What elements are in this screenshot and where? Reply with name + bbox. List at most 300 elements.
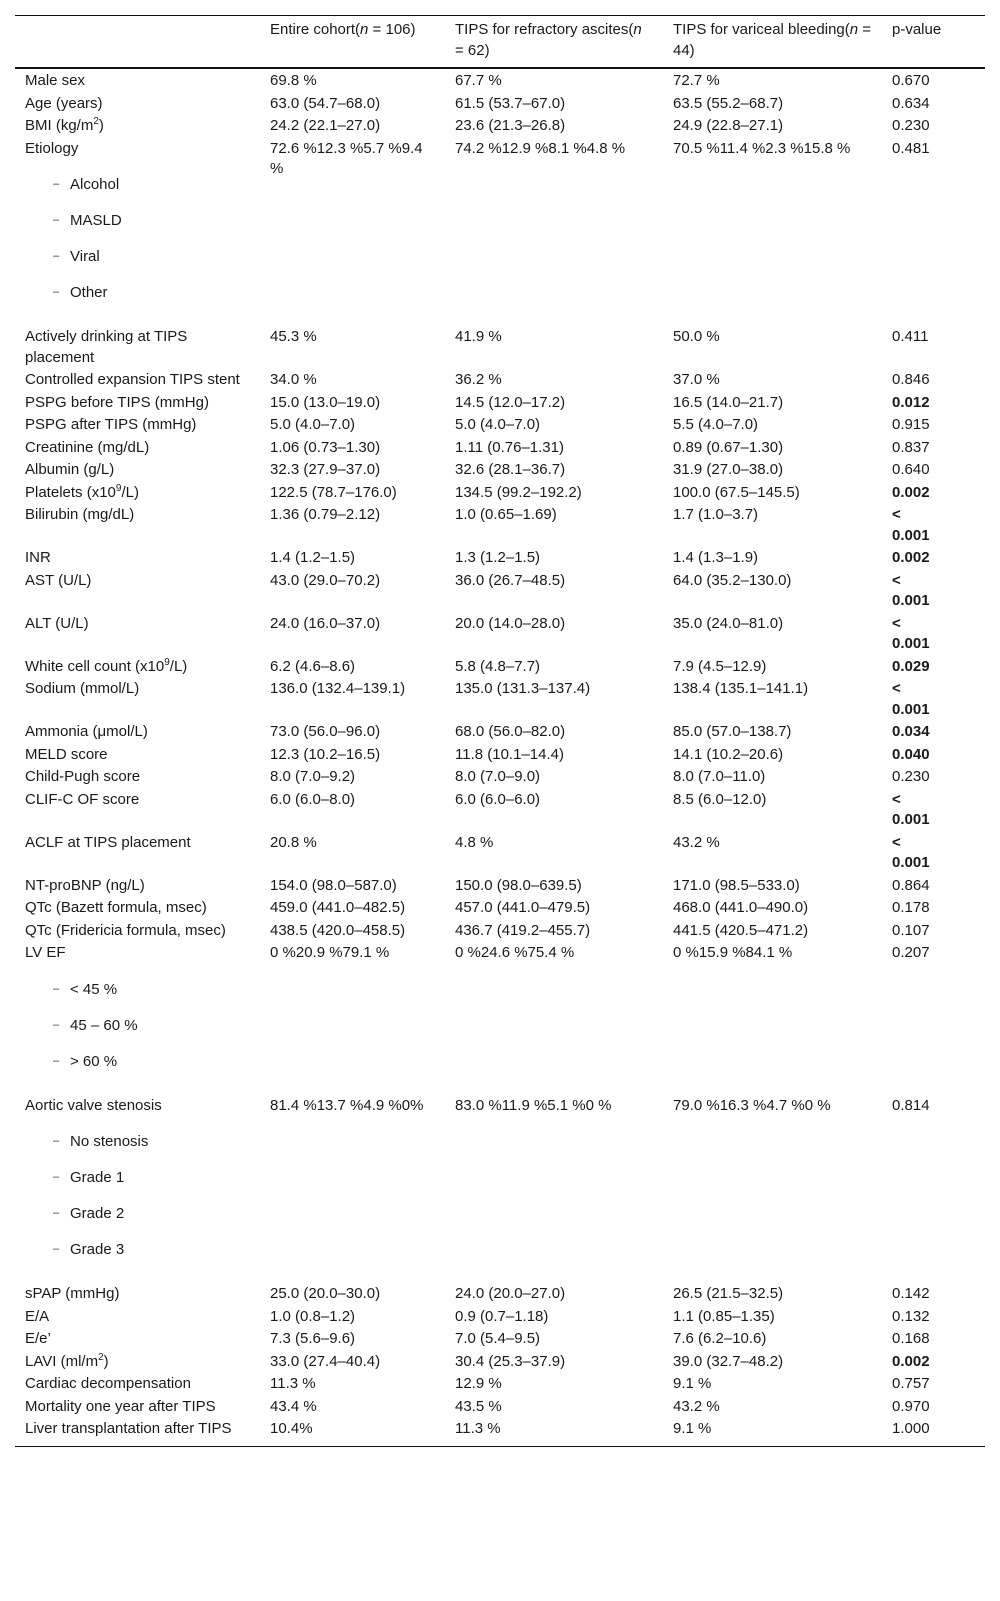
row-label: AST (U/L)	[25, 571, 92, 589]
variceal-bleeding-value: 441.5 (420.5–471.2)	[673, 921, 809, 939]
row-label: LAVI (ml/m	[25, 1352, 99, 1370]
row-label-superscript: 2	[98, 1351, 104, 1363]
refractory-ascites-value: 24.0 (20.0–27.0)	[455, 1285, 566, 1302]
row-label-cell	[15, 875, 260, 898]
header-n-label: n	[849, 21, 859, 38]
refractory-ascites-value: 83.0 %11.9 %5.1 %0 %	[455, 1096, 612, 1114]
subcategory-item	[25, 1167, 250, 1188]
row-label-cell	[15, 1328, 260, 1351]
table-row	[15, 766, 985, 789]
p-value	[882, 93, 985, 116]
table-row	[15, 744, 985, 767]
entire-cohort-value: 73.0 (56.0–96.0)	[270, 723, 381, 740]
table-row	[15, 656, 985, 679]
variceal-bleeding-value: 1.1 (0.85–1.35)	[673, 1307, 775, 1325]
p-value	[882, 138, 985, 327]
row-label-cell	[15, 613, 260, 656]
subcategory-item	[25, 246, 250, 267]
subcategory-label: Grade 1	[70, 1169, 125, 1186]
entire-cohort-value: 0 %20.9 %79.1 %	[270, 944, 390, 961]
p-value-text: 0.002	[892, 483, 930, 501]
entire-cohort-value: 81.4 %13.7 %4.9 %0%	[270, 1096, 424, 1114]
refractory-ascites-value: 436.7 (419.2–455.7)	[455, 921, 591, 939]
p-value	[882, 392, 985, 415]
row-label-cell	[15, 721, 260, 744]
dash-bullet-icon: –	[53, 1018, 60, 1031]
entire-cohort-value: 12.3 (10.2–16.5)	[270, 745, 381, 763]
row-label-cell	[15, 1351, 260, 1374]
subcategory-item	[25, 1051, 250, 1072]
p-value	[882, 326, 985, 369]
p-value-text: 0.230	[892, 768, 930, 785]
p-value-text: 0.002	[892, 1352, 930, 1370]
p-value-text: < 0.001	[892, 614, 930, 652]
table-row	[15, 547, 985, 570]
p-value	[882, 1306, 985, 1329]
p-value	[882, 414, 985, 437]
variceal-bleeding-value: 7.9 (4.5–12.9)	[673, 657, 767, 675]
row-label: Liver transplantation after TIPS	[25, 1420, 232, 1437]
subcategory-label: Grade 2	[70, 1205, 125, 1222]
dash-bullet-icon: –	[53, 1243, 60, 1255]
variceal-bleeding-value: 9.1 %	[673, 1375, 712, 1392]
table-row	[15, 504, 985, 547]
p-value-text: 1.000	[892, 1420, 930, 1437]
variceal-bleeding-value: 8.5 (6.0–12.0)	[673, 790, 767, 808]
row-label-cell	[15, 897, 260, 920]
header-n-value: = 106)	[368, 21, 416, 38]
table-row	[15, 920, 985, 943]
p-value-text: 0.411	[892, 328, 929, 345]
p-value	[882, 789, 985, 832]
row-label-cell	[15, 1373, 260, 1396]
p-value	[882, 920, 985, 943]
variceal-bleeding-value: 72.7 %	[673, 72, 720, 89]
p-value-text: < 0.001	[892, 790, 930, 828]
table-row	[15, 1283, 985, 1306]
row-label: BMI (kg/m	[25, 117, 94, 134]
header-text: Entire cohort(	[270, 21, 361, 38]
row-label-cell	[15, 832, 260, 875]
row-label-cell	[15, 678, 260, 721]
entire-cohort-value: 63.0 (54.7–68.0)	[270, 94, 381, 112]
row-label-cell	[15, 766, 260, 789]
p-value	[882, 1373, 985, 1396]
table-row	[15, 369, 985, 392]
entire-cohort-value: 32.3 (27.9–37.0)	[270, 461, 381, 478]
entire-cohort-value: 8.0 (7.0–9.2)	[270, 768, 356, 785]
variceal-bleeding-value: 24.9 (22.8–27.1)	[673, 117, 784, 134]
entire-cohort-value: 5.0 (4.0–7.0)	[270, 416, 356, 433]
p-value	[882, 656, 985, 679]
entire-cohort-value: 122.5 (78.7–176.0)	[270, 483, 397, 501]
baseline-characteristics-table-container	[15, 15, 985, 1447]
row-label-cell	[15, 1396, 260, 1419]
variceal-bleeding-value: 50.0 %	[673, 328, 720, 345]
refractory-ascites-value: 14.5 (12.0–17.2)	[455, 393, 566, 411]
p-value	[882, 115, 985, 138]
row-label-cell	[15, 1418, 260, 1446]
row-label-cell	[15, 115, 260, 138]
table-row	[15, 613, 985, 656]
table-row	[15, 138, 985, 327]
entire-cohort-value: 15.0 (13.0–19.0)	[270, 393, 381, 411]
dash-bullet-icon: –	[53, 178, 60, 190]
variceal-bleeding-value: 26.5 (21.5–32.5)	[673, 1285, 784, 1302]
p-value-text: 0.670	[892, 72, 930, 89]
table-row	[15, 721, 985, 744]
row-label-cell	[15, 504, 260, 547]
variceal-bleeding-value: 43.2 %	[673, 1397, 720, 1415]
variceal-bleeding-value: 16.5 (14.0–21.7)	[673, 393, 784, 411]
row-label-cell	[15, 789, 260, 832]
p-value-text: 0.207	[892, 944, 930, 961]
header-n-label: n	[360, 21, 369, 38]
p-value-text: 0.915	[892, 416, 930, 433]
entire-cohort-value: 1.0 (0.8–1.2)	[270, 1307, 356, 1325]
subcategory-item	[25, 1239, 250, 1260]
row-label-cell	[15, 1095, 260, 1284]
row-label: ALT (U/L)	[25, 614, 89, 632]
p-value	[882, 613, 985, 656]
table-row	[15, 1396, 985, 1419]
row-label: QTc (Bazett formula, msec)	[25, 899, 207, 916]
row-label: White cell count (x10	[25, 657, 165, 675]
refractory-ascites-value: 8.0 (7.0–9.0)	[455, 768, 541, 785]
variceal-bleeding-value: 1.7 (1.0–3.7)	[673, 506, 759, 523]
p-value-text: 0.837	[892, 438, 930, 456]
refractory-ascites-value: 36.0 (26.7–48.5)	[455, 571, 566, 589]
p-value	[882, 897, 985, 920]
row-label-cell	[15, 414, 260, 437]
header-variceal-bleeding	[663, 16, 882, 69]
entire-cohort-value: 25.0 (20.0–30.0)	[270, 1285, 381, 1302]
table-row	[15, 459, 985, 482]
subcategory-label: Grade 3	[70, 1241, 125, 1258]
refractory-ascites-value: 61.5 (53.7–67.0)	[455, 94, 566, 112]
row-label: Creatinine (mg/dL)	[25, 438, 150, 456]
p-value-text: 0.481	[892, 139, 930, 157]
row-label: Etiology	[25, 139, 79, 157]
p-value-text: 0.142	[892, 1285, 930, 1302]
row-label-suffix: /L)	[121, 483, 139, 501]
p-value	[882, 832, 985, 875]
entire-cohort-value: 6.2 (4.6–8.6)	[270, 657, 356, 675]
refractory-ascites-value: 5.8 (4.8–7.7)	[455, 657, 541, 675]
row-label: Controlled expansion TIPS stent	[25, 371, 240, 388]
table-header	[15, 16, 985, 69]
p-value-text: 0.107	[892, 921, 930, 939]
row-label: INR	[25, 549, 51, 566]
refractory-ascites-value: 12.9 %	[455, 1375, 502, 1392]
p-value-text: 0.640	[892, 461, 930, 478]
subcategory-label: Other	[70, 284, 108, 301]
entire-cohort-value: 7.3 (5.6–9.6)	[270, 1330, 356, 1347]
subcategory-item	[25, 1203, 250, 1224]
entire-cohort-value: 1.36 (0.79–2.12)	[270, 506, 381, 523]
p-value-text: 0.970	[892, 1397, 930, 1415]
variceal-bleeding-value: 14.1 (10.2–20.6)	[673, 745, 784, 763]
entire-cohort-value: 33.0 (27.4–40.4)	[270, 1352, 381, 1370]
entire-cohort-value: 43.4 %	[270, 1397, 317, 1415]
refractory-ascites-value: 68.0 (56.0–82.0)	[455, 723, 566, 740]
p-value-text: 0.002	[892, 549, 930, 566]
row-label: E/A	[25, 1307, 50, 1325]
dash-bullet-icon: –	[53, 250, 60, 262]
entire-cohort-value: 1.4 (1.2–1.5)	[270, 549, 356, 566]
variceal-bleeding-value: 63.5 (55.2–68.7)	[673, 94, 784, 112]
variceal-bleeding-value: 43.2 %	[673, 833, 720, 851]
p-value-text: 0.864	[892, 876, 930, 894]
dash-bullet-icon: –	[53, 214, 60, 226]
row-label-cell	[15, 1306, 260, 1329]
p-value-text: 0.029	[892, 657, 930, 675]
header-n-value: = 44)	[673, 21, 872, 59]
row-label: Male sex	[25, 72, 86, 89]
refractory-ascites-value: 6.0 (6.0–6.0)	[455, 790, 541, 808]
row-label: CLIF-C OF score	[25, 790, 140, 808]
p-value-text: 0.757	[892, 1375, 930, 1392]
header-n-label: n	[633, 21, 642, 38]
entire-cohort-value: 154.0 (98.0–587.0)	[270, 876, 397, 894]
p-value-text: < 0.001	[892, 506, 930, 544]
subcategory-list	[25, 174, 250, 303]
refractory-ascites-value: 5.0 (4.0–7.0)	[455, 416, 541, 433]
table-row	[15, 482, 985, 505]
subcategory-label: > 60 %	[70, 1052, 118, 1070]
p-value-text: < 0.001	[892, 833, 930, 871]
dash-bullet-icon: –	[53, 1054, 60, 1067]
variceal-bleeding-value: 0 %15.9 %84.1 %	[673, 944, 793, 961]
table-body	[15, 68, 985, 1446]
entire-cohort-value: 459.0 (441.0–482.5)	[270, 899, 406, 916]
refractory-ascites-value: 1.0 (0.65–1.69)	[455, 506, 557, 523]
header-p-value: p-value	[882, 16, 985, 69]
variceal-bleeding-value: 468.0 (441.0–490.0)	[673, 899, 809, 916]
table-row	[15, 678, 985, 721]
subcategory-item	[25, 174, 250, 195]
refractory-ascites-value: 43.5 %	[455, 1397, 502, 1415]
table-row	[15, 1095, 985, 1284]
entire-cohort-value: 20.8 %	[270, 833, 317, 851]
p-value-text: 0.814	[892, 1096, 930, 1114]
row-label-cell	[15, 93, 260, 116]
row-label: Actively drinking at TIPS placement	[25, 328, 188, 366]
header-variable	[15, 16, 260, 69]
refractory-ascites-value: 11.8 (10.1–14.4)	[455, 745, 564, 763]
variceal-bleeding-value: 79.0 %16.3 %4.7 %0 %	[673, 1096, 831, 1114]
p-value	[882, 68, 985, 93]
row-label-suffix: )	[98, 117, 104, 134]
row-label-cell	[15, 138, 260, 327]
refractory-ascites-value: 36.2 %	[455, 371, 502, 388]
variceal-bleeding-value: 9.1 %	[673, 1420, 712, 1437]
subcategory-list	[25, 1131, 250, 1260]
subcategory-label: 45 – 60 %	[70, 1016, 138, 1034]
row-label: ACLF at TIPS placement	[25, 833, 191, 851]
row-label: NT-proBNP (ng/L)	[25, 876, 145, 894]
p-value	[882, 942, 985, 1095]
header-text: TIPS for variceal bleeding(	[673, 21, 850, 38]
p-value-text: 0.230	[892, 117, 930, 134]
refractory-ascites-value: 0.9 (0.7–1.18)	[455, 1307, 549, 1325]
entire-cohort-value: 10.4%	[270, 1420, 313, 1437]
p-value	[882, 459, 985, 482]
row-label: Ammonia (μmol/L)	[25, 723, 148, 740]
row-label-superscript: 2	[93, 116, 99, 127]
subcategory-item	[25, 282, 250, 303]
variceal-bleeding-value: 64.0 (35.2–130.0)	[673, 571, 792, 589]
row-label: Bilirubin (mg/dL)	[25, 506, 135, 523]
variceal-bleeding-value: 171.0 (98.5–533.0)	[673, 876, 800, 894]
row-label: Cardiac decompensation	[25, 1375, 191, 1392]
refractory-ascites-value: 41.9 %	[455, 328, 502, 345]
row-label: QTc (Fridericia formula, msec)	[25, 921, 226, 939]
row-label-cell	[15, 547, 260, 570]
table-row	[15, 326, 985, 369]
p-value	[882, 875, 985, 898]
row-label-cell	[15, 920, 260, 943]
row-label-cell	[15, 656, 260, 679]
refractory-ascites-value: 1.3 (1.2–1.5)	[455, 549, 541, 566]
subcategory-item	[25, 979, 250, 1000]
row-label-cell	[15, 1283, 260, 1306]
p-value-text: 0.634	[892, 94, 930, 112]
variceal-bleeding-value: 8.0 (7.0–11.0)	[673, 768, 766, 785]
header-row	[15, 16, 985, 69]
row-label: PSPG after TIPS (mmHg)	[25, 416, 197, 433]
row-label-cell	[15, 68, 260, 93]
refractory-ascites-value: 30.4 (25.3–37.9)	[455, 1352, 566, 1370]
entire-cohort-value: 69.8 %	[270, 72, 317, 89]
table-row	[15, 897, 985, 920]
row-label-cell	[15, 459, 260, 482]
variceal-bleeding-value: 85.0 (57.0–138.7)	[673, 723, 792, 740]
row-label: MELD score	[25, 745, 108, 763]
p-value	[882, 766, 985, 789]
header-entire-cohort	[260, 16, 445, 69]
p-value	[882, 1283, 985, 1306]
table-row	[15, 570, 985, 613]
refractory-ascites-value: 4.8 %	[455, 833, 494, 851]
table-row	[15, 1351, 985, 1374]
table-row	[15, 93, 985, 116]
subcategory-label: < 45 %	[70, 980, 118, 998]
entire-cohort-value: 24.0 (16.0–37.0)	[270, 614, 381, 632]
p-value-text: < 0.001	[892, 571, 930, 609]
refractory-ascites-value: 67.7 %	[455, 72, 502, 89]
p-value	[882, 1351, 985, 1374]
row-label: Child-Pugh score	[25, 768, 141, 785]
refractory-ascites-value: 1.11 (0.76–1.31)	[455, 438, 564, 456]
variceal-bleeding-value: 39.0 (32.7–48.2)	[673, 1352, 784, 1370]
entire-cohort-value: 45.3 %	[270, 328, 317, 345]
p-value-text: 0.034	[892, 723, 930, 740]
refractory-ascites-value: 150.0 (98.0–639.5)	[455, 876, 582, 894]
row-label-cell	[15, 437, 260, 460]
table-row	[15, 437, 985, 460]
subcategory-label: Alcohol	[70, 176, 120, 193]
p-value	[882, 1328, 985, 1351]
row-label-cell	[15, 482, 260, 505]
refractory-ascites-value: 32.6 (28.1–36.7)	[455, 461, 566, 478]
variceal-bleeding-value: 31.9 (27.0–38.0)	[673, 461, 784, 478]
refractory-ascites-value: 11.3 %	[455, 1420, 501, 1437]
subcategory-label: No stenosis	[70, 1133, 149, 1150]
entire-cohort-value: 34.0 %	[270, 371, 317, 388]
entire-cohort-value: 43.0 (29.0–70.2)	[270, 571, 381, 589]
entire-cohort-value: 24.2 (22.1–27.0)	[270, 117, 381, 134]
p-value	[882, 1396, 985, 1419]
dash-bullet-icon: –	[53, 286, 60, 298]
refractory-ascites-value: 134.5 (99.2–192.2)	[455, 483, 582, 501]
variceal-bleeding-value: 100.0 (67.5–145.5)	[673, 483, 800, 501]
p-value-text: 0.846	[892, 371, 930, 388]
header-text: TIPS for refractory ascites(	[455, 21, 634, 38]
entire-cohort-value: 72.6 %12.3 %5.7 %9.4 %	[270, 139, 423, 177]
variceal-bleeding-value: 70.5 %11.4 %2.3 %15.8 %	[673, 139, 851, 157]
entire-cohort-value: 11.3 %	[270, 1375, 316, 1392]
row-label: Aortic valve stenosis	[25, 1096, 162, 1114]
p-value-text: 0.178	[892, 899, 930, 916]
table-row	[15, 1306, 985, 1329]
entire-cohort-value: 438.5 (420.0–458.5)	[270, 921, 406, 939]
table-row	[15, 942, 985, 1095]
row-label: LV EF	[25, 944, 66, 961]
variceal-bleeding-value: 5.5 (4.0–7.0)	[673, 416, 759, 433]
baseline-characteristics-table	[15, 15, 985, 1447]
row-label: Platelets (x10	[25, 483, 116, 501]
refractory-ascites-value: 135.0 (131.3–137.4)	[455, 680, 591, 697]
row-label-cell	[15, 369, 260, 392]
p-value-text: < 0.001	[892, 680, 930, 718]
entire-cohort-value: 1.06 (0.73–1.30)	[270, 438, 381, 456]
p-value-text: 0.168	[892, 1330, 930, 1347]
dash-bullet-icon: –	[53, 982, 60, 995]
table-row	[15, 1328, 985, 1351]
row-label-cell	[15, 392, 260, 415]
p-value-text: 0.040	[892, 745, 930, 763]
p-value	[882, 482, 985, 505]
subcategory-label: MASLD	[70, 212, 122, 229]
p-value	[882, 1095, 985, 1284]
dash-bullet-icon: –	[53, 1207, 60, 1219]
row-label-suffix: /L)	[169, 657, 188, 675]
variceal-bleeding-value: 1.4 (1.3–1.9)	[673, 549, 759, 566]
refractory-ascites-value: 20.0 (14.0–28.0)	[455, 614, 566, 632]
subcategory-label: Viral	[70, 248, 100, 265]
p-value	[882, 437, 985, 460]
p-value	[882, 547, 985, 570]
row-label-cell	[15, 570, 260, 613]
header-n-value: = 62)	[455, 41, 490, 59]
subcategory-item	[25, 210, 250, 231]
row-label: E/e’	[25, 1330, 51, 1347]
row-label: sPAP (mmHg)	[25, 1285, 120, 1302]
row-label-superscript: 9	[164, 656, 170, 668]
row-label-cell	[15, 942, 260, 1095]
p-value	[882, 504, 985, 547]
table-row	[15, 68, 985, 93]
table-row	[15, 115, 985, 138]
row-label-superscript: 9	[115, 482, 122, 494]
refractory-ascites-value: 74.2 %12.9 %8.1 %4.8 %	[455, 139, 626, 157]
p-value-text: 0.132	[892, 1307, 930, 1325]
variceal-bleeding-value: 7.6 (6.2–10.6)	[673, 1330, 767, 1347]
refractory-ascites-value: 23.6 (21.3–26.8)	[455, 117, 566, 134]
p-value	[882, 744, 985, 767]
table-row	[15, 1418, 985, 1446]
